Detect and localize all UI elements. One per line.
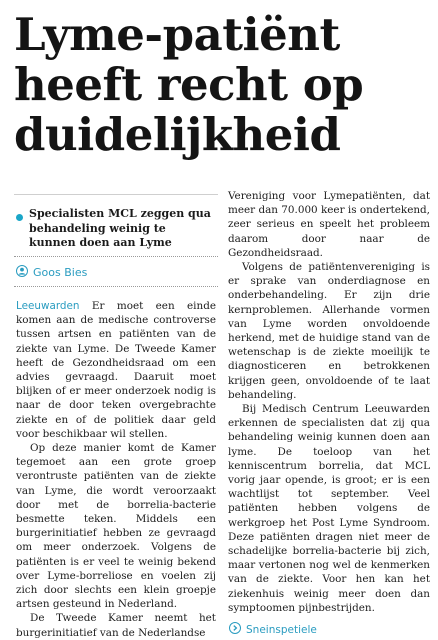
- person-icon: [16, 265, 28, 280]
- bullet-icon: [16, 214, 23, 221]
- paragraph-1-text: Er moet een einde komen aan de medische controverse tussen artsen en patiënten van de ziekte van Lyme. De Tweede Kamer heeft de Gezondheidsraad om een advies gevraagd. Daaruit moet blijken of er meer onderzoek nodig is naar de door teken overgebrachte ziekte en of de politiek daar geld voor beschikbaar wil stellen.: [16, 300, 216, 440]
- sneinspetiele-link[interactable]: [229, 622, 317, 637]
- intro-block: [16, 207, 216, 251]
- paragraph-6: Bij Medisch Centrum Leeuwarden erkennen de specialisten dat zij qua behandeling weinig kunnen doen aan lyme. De toeloop van het kenniscentrum borrelia, dat MCL vorig jaar opende, is groot; er is een wachtlijst tot september. Veel patiënten hebben volgens de werkgroep het Post Lyme Syndroom. Deze patiënten dragen niet meer de schadelijke borrelia-bacterie bij zich, maar vertonen nog wel de kenmerken van de ziekte. Voor hen kan het ziekenhuis weinig meer doen dan symptoomen pijnbestrijden.: [228, 403, 430, 614]
- paragraph-1: [16, 299, 216, 441]
- paragraph-4: Vereniging voor Lymepatiënten, dat meer dan 70.000 keer is ondertekend, zeer serieus en speelt het probleem daarom door naar de Gezondheidsraad.: [228, 190, 430, 259]
- divider-dotted: [14, 256, 218, 257]
- paragraph-2: Op deze manier komt de Kamer tegemoet aan een grote groep verontruste patiënten van de ziekte van Lyme, die wordt veroorzaakt door met de borrelia-bacterie besmette teken. Middels een burgerinitiatief hebben ze gevraagd om meer onderzoek. Volgens de patiënten is er veel te weinig bekend over Lyme-borreliose en voelen zij zich door slechts een klein groepje artsen gesteund in Nederland.: [16, 442, 216, 611]
- footer-link-label: Sneinspetiele: [246, 623, 317, 636]
- headline-line-3: duidelijkheid: [14, 108, 341, 161]
- paragraph-5: Volgens de patiëntenvereniging is er sprake van onderdiagnose en onderbehandeling. Er zijn drie kernproblemen. Allerhande vormen van Lyme worden onvoldoende herkend, met de huidige stand van de wetenschap is de ziekte moeilijk te diagnosticeren en betrokkenen krijgen geen, onvoldoende of te laat behandeling.: [228, 261, 430, 401]
- article-column-2: [228, 189, 430, 615]
- link-icon: [229, 622, 241, 637]
- article-column-1: [16, 299, 216, 640]
- headline-line-1: Lyme-patiënt: [14, 8, 340, 61]
- author-name: Goos Bies: [33, 266, 88, 279]
- paragraph-3: De Tweede Kamer neemt het burgerinitiatief van de Nederlandse: [16, 612, 216, 639]
- headline: [14, 10, 434, 160]
- dateline: Leeuwarden: [16, 300, 80, 312]
- author-byline[interactable]: [16, 265, 87, 280]
- divider-top: [14, 194, 218, 195]
- intro-text: Specialisten MCL zeggen qua behandeling weinig te kunnen doen aan Lyme: [29, 207, 211, 249]
- headline-line-2: heeft recht op: [14, 58, 364, 111]
- divider-dotted-2: [14, 286, 218, 287]
